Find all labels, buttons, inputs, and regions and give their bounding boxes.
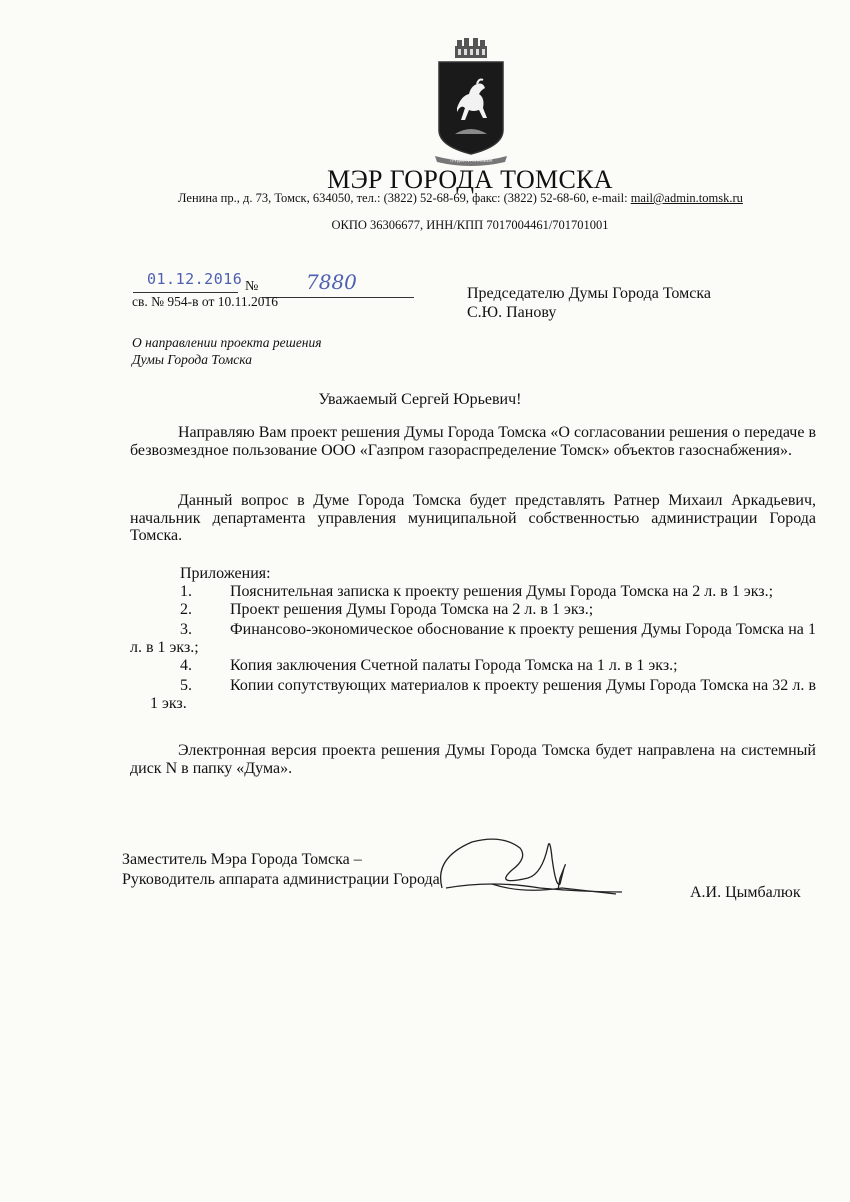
attachments-title: Приложения: <box>180 565 271 582</box>
address-text: Ленина пр., д. 73, Томск, 634050, тел.: (3822) 52-68-69, факс: (3822) 52-68-60, e-mail: <box>178 191 631 205</box>
svg-text:ТРУДОМ И ЗНАНИЕМ: ТРУДОМ И ЗНАНИЕМ <box>449 158 493 163</box>
subject-line-1: О направлении проекта решения <box>132 335 322 350</box>
signatory-name: А.И. Цымбалюк <box>690 884 801 901</box>
attachment-item <box>130 621 816 656</box>
attachment-number: 2. <box>180 601 192 618</box>
body-paragraph-3: Электронная версия проекта решения Думы Города Томска будет направлена на системный диск N в папку «Дума». <box>130 742 816 777</box>
letterhead-address <box>178 191 743 206</box>
registration-date-stamp: 01.12.2016 <box>147 270 243 288</box>
attachment-number: 5. <box>180 677 192 694</box>
subject <box>132 334 322 368</box>
attachment-number: 1. <box>180 583 192 600</box>
attachment-text: Копия заключения Счетной палаты Города Томска на 1 л. в 1 экз.; <box>230 657 678 674</box>
signatory-position <box>122 850 440 889</box>
subject-line-2: Думы Города Томска <box>132 352 252 367</box>
attachment-number: 4. <box>180 657 192 674</box>
attachment-number: 3. <box>180 621 192 638</box>
addressee-line-2: С.Ю. Панову <box>467 304 557 321</box>
attachment-item <box>150 677 816 712</box>
body-paragraph-1: Направляю Вам проект решения Думы Города Томска «О согласовании решения о передаче в безвозмездное пользование ООО «Газпром газораспределение Томск» объектов газоснабжения». <box>130 424 816 459</box>
signatory-position-line-1: Заместитель Мэра Города Томска – <box>122 851 362 868</box>
handwritten-signature <box>432 828 627 906</box>
salutation: Уважаемый Сергей Юрьевич! <box>318 391 522 408</box>
signatory-position-line-2: Руководитель аппарата администрации Города <box>122 870 440 888</box>
tomsk-coat-of-arms-icon <box>433 38 509 166</box>
number-label: № <box>245 279 259 294</box>
attachment-text: Проект решения Думы Города Томска на 2 л. в 1 экз.; <box>230 601 594 618</box>
letterhead-title: МЭР ГОРОДА ТОМСКА <box>327 165 613 194</box>
attachment-text: Пояснительная записка к проекту решения Думы Города Томска на 2 л. в 1 экз.; <box>230 583 774 600</box>
email-link[interactable]: mail@admin.tomsk.ru <box>630 191 743 205</box>
addressee-line-1: Председателю Думы Города Томска <box>467 285 711 302</box>
letterhead-codes: ОКПО 36306677, ИНН/КПП 7017004461/701701001 <box>331 218 609 232</box>
number-underline <box>262 297 414 298</box>
attachment-item <box>150 583 818 601</box>
attachment-text: Финансово-экономическое обоснование к проекту решения Думы Города Томска на 1 л. в 1 экз.; <box>130 621 816 656</box>
attachment-text: Копии сопутствующих материалов к проекту решения Думы Города Томска на 32 л. в 1 экз. <box>150 677 816 712</box>
attachment-item <box>150 657 818 675</box>
body-paragraph-2: Данный вопрос в Думе Города Томска будет представлять Ратнер Михаил Аркадьевич, начальник департамента управления муниципальной собственностью администрации Города Томска. <box>130 492 816 544</box>
addressee <box>467 284 711 322</box>
attachment-item <box>150 601 818 619</box>
reference-line: св. № 954-в от 10.11.2016 <box>132 294 278 309</box>
registration-number: 7880 <box>306 270 357 294</box>
date-underline <box>133 292 238 293</box>
